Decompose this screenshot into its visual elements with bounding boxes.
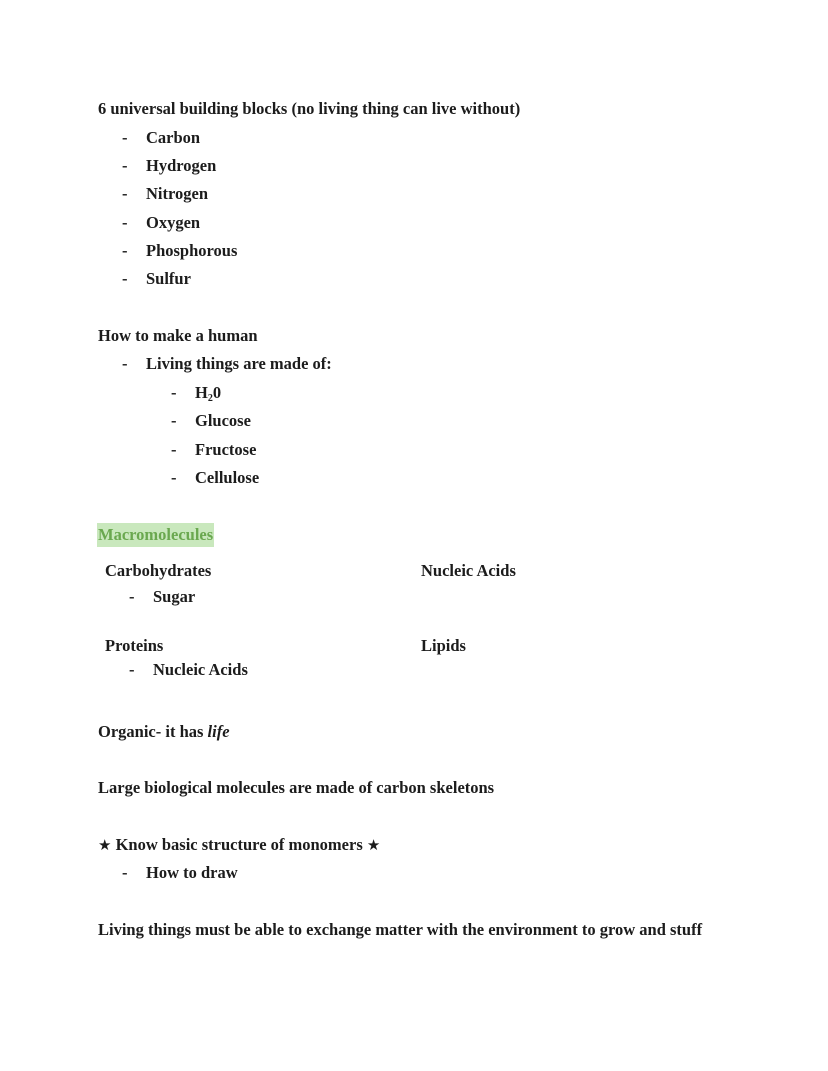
star-icon: ★ — [98, 836, 112, 854]
macromolecules-heading — [97, 525, 214, 545]
highlighted-text: Macromolecules — [97, 523, 214, 547]
list-item-sugar: Sugar — [153, 587, 196, 606]
list-item-how-to-draw: How to draw — [146, 863, 238, 882]
organic-prefix: Organic- it has — [98, 722, 208, 741]
list-item-cellulose: Cellulose — [195, 468, 260, 487]
bullet-dash: - — [129, 587, 135, 606]
lipids-label: Lipids — [421, 636, 466, 655]
h2o-subscript: 2 — [207, 393, 213, 404]
list-item-oxygen: Oxygen — [146, 213, 201, 232]
list-item-hydrogen: Hydrogen — [146, 156, 217, 175]
list-item-nitrogen: Nitrogen — [146, 184, 209, 203]
star-icon: ★ — [366, 836, 381, 854]
list-item-nucleic-acids: Nucleic Acids — [153, 660, 248, 679]
h2o-h: H — [195, 383, 208, 402]
bullet-dash: - — [122, 184, 128, 203]
bullet-dash: - — [122, 213, 128, 232]
nucleic-acids-label: Nucleic Acids — [421, 561, 516, 580]
list-item-fructose: Fructose — [195, 440, 257, 459]
bullet-dash: - — [122, 863, 128, 882]
list-item-h2o — [195, 383, 221, 403]
human-heading: How to make a human — [98, 326, 258, 345]
carbohydrates-label: Carbohydrates — [105, 561, 212, 580]
living-things-made-of: Living things are made of: — [146, 354, 332, 373]
proteins-label: Proteins — [105, 636, 164, 655]
bullet-dash: - — [171, 411, 177, 430]
bullet-dash: - — [122, 128, 128, 147]
organic-line — [98, 722, 230, 742]
list-item-glucose: Glucose — [195, 411, 251, 430]
list-item-sulfur: Sulfur — [146, 269, 191, 288]
building-blocks-heading: 6 universal building blocks (no living thing can live without) — [98, 99, 521, 118]
carbon-skeletons-line: Large biological molecules are made of carbon skeletons — [98, 778, 495, 797]
organic-emphasis: life — [207, 722, 230, 741]
bullet-dash: - — [171, 383, 177, 402]
list-item-phosphorous: Phosphorous — [146, 241, 238, 260]
exchange-line: Living things must be able to exchange matter with the environment to grow and stuff — [98, 920, 703, 939]
monomers-line — [98, 835, 380, 855]
bullet-dash: - — [122, 269, 128, 288]
list-item-carbon: Carbon — [146, 128, 201, 147]
monomers-text: Know basic structure of monomers — [111, 835, 367, 854]
bullet-dash: - — [171, 468, 177, 487]
h2o-tail: 0 — [212, 383, 222, 402]
bullet-dash: - — [122, 156, 128, 175]
bullet-dash: - — [171, 440, 177, 459]
bullet-dash: - — [129, 660, 135, 679]
bullet-dash: - — [122, 354, 128, 373]
bullet-dash: - — [122, 241, 128, 260]
